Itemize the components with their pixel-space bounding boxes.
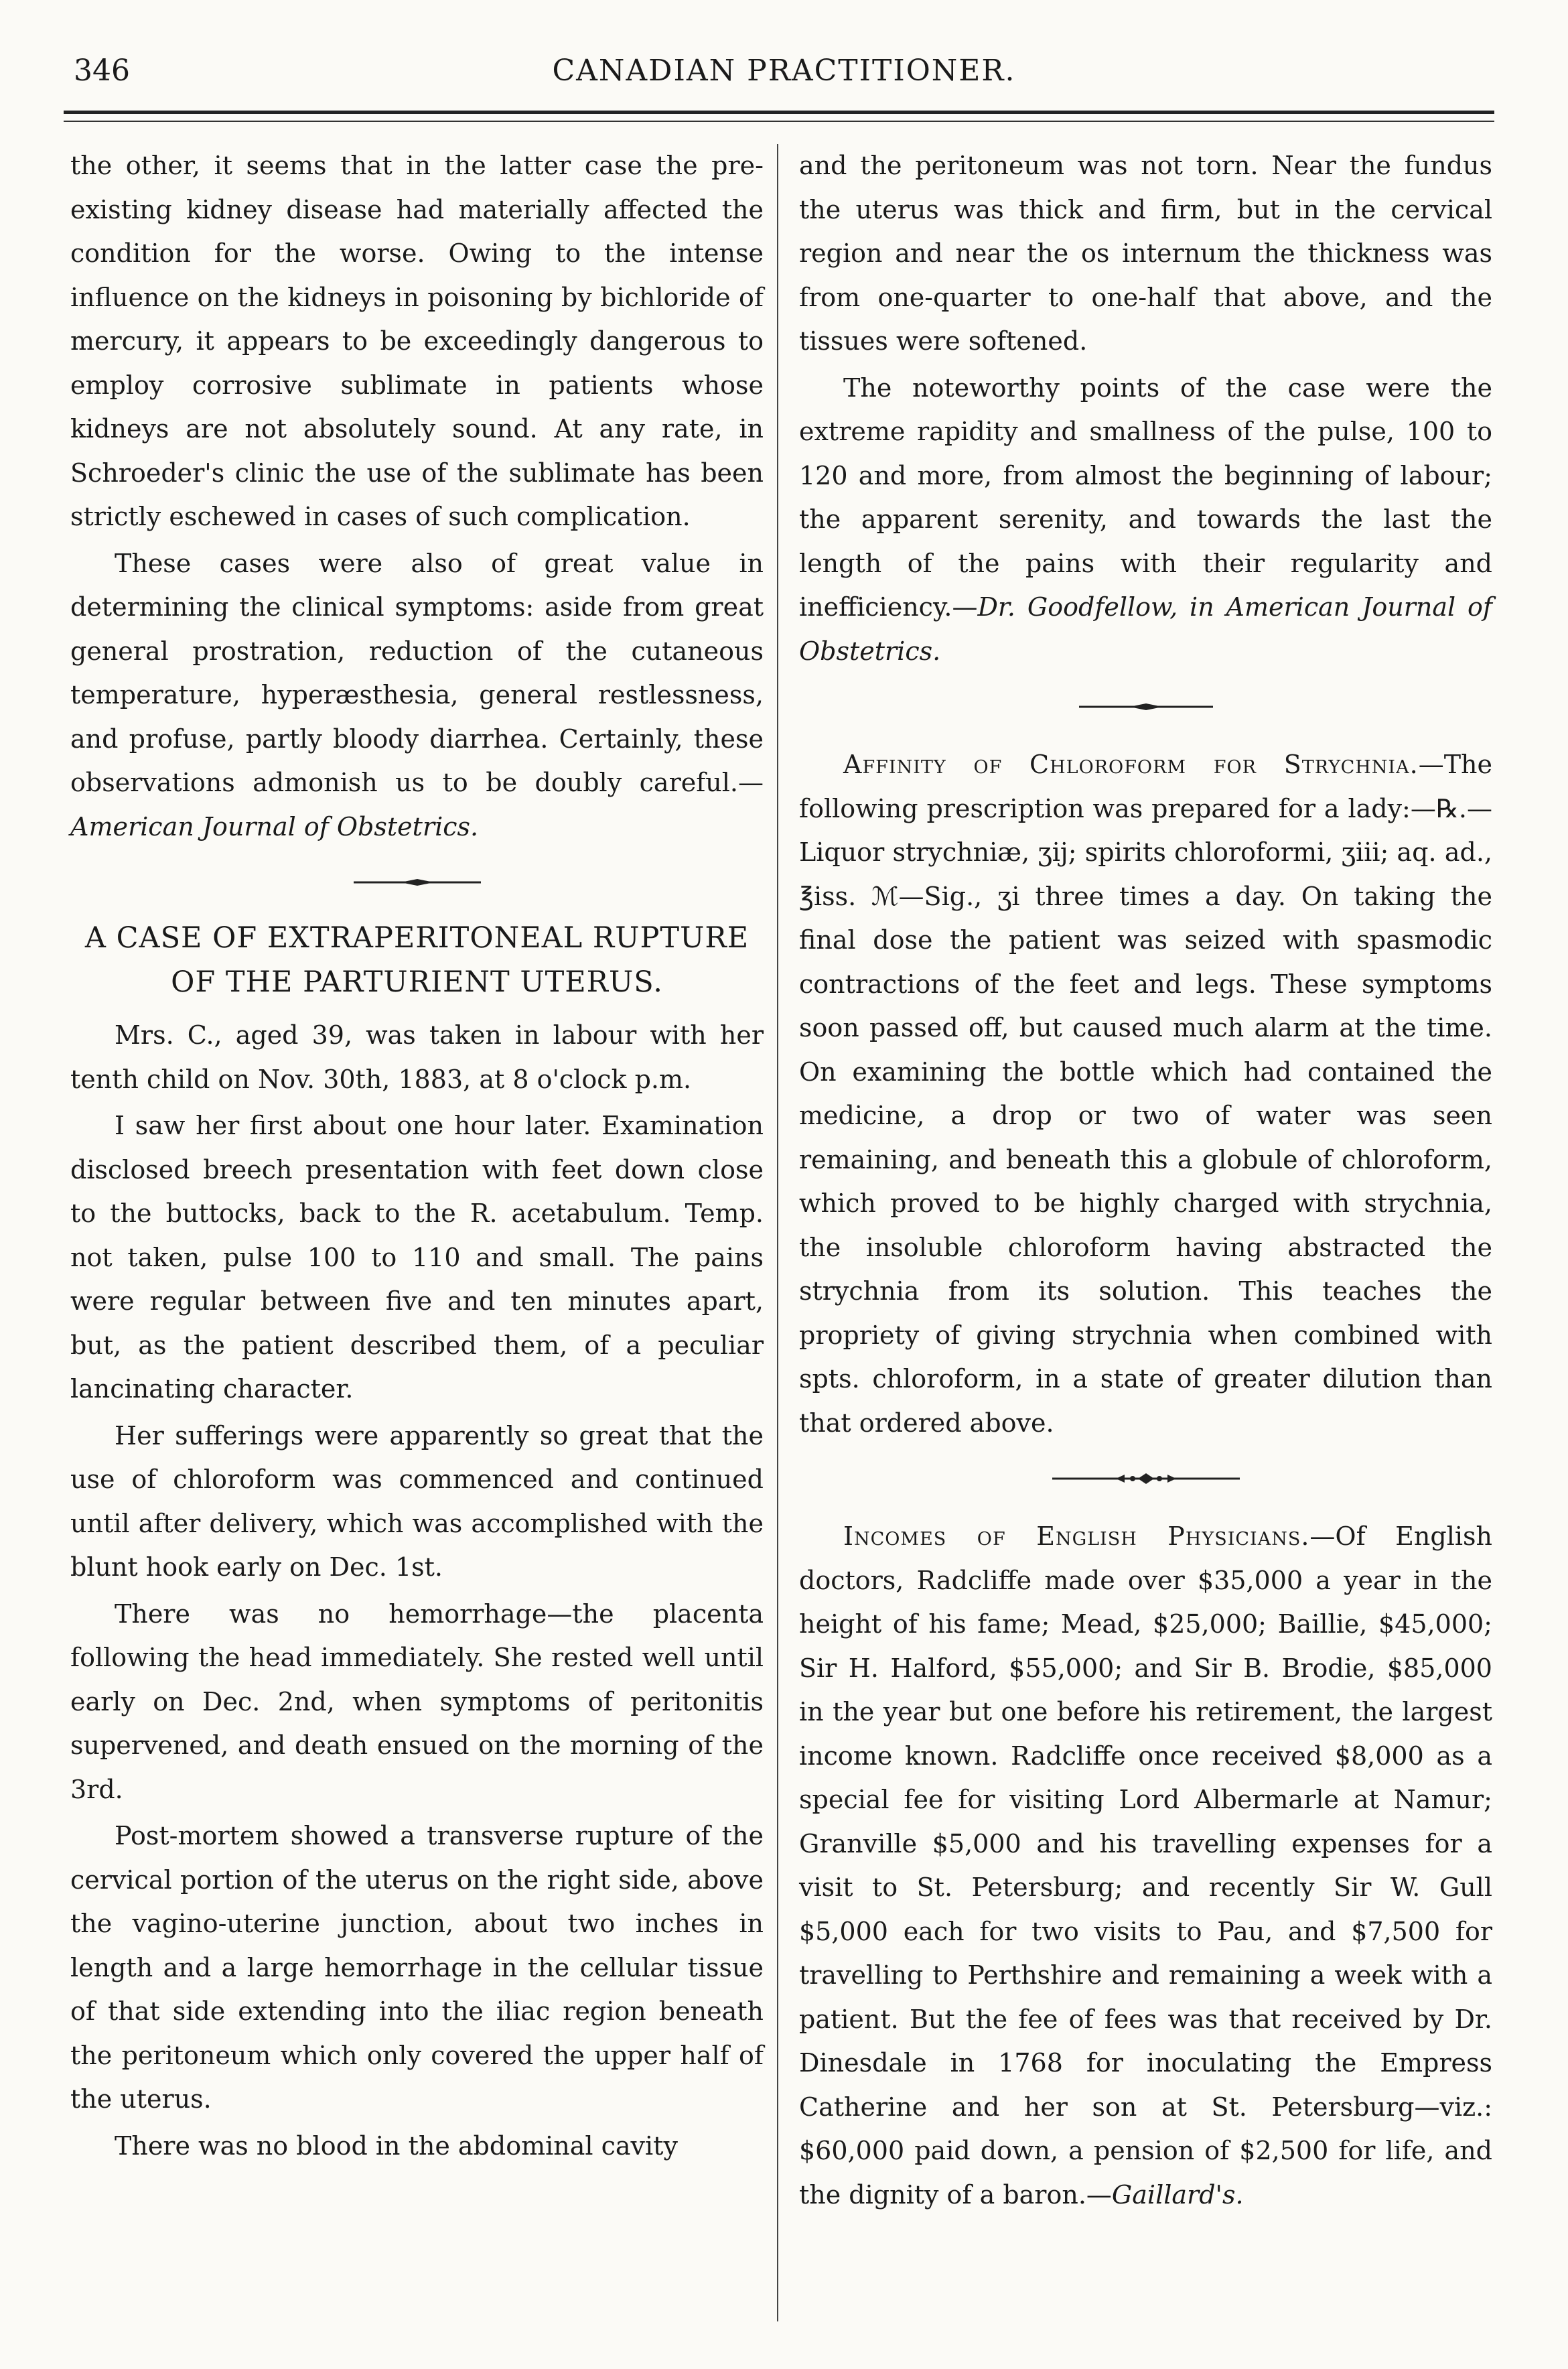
paragraph xyxy=(799,366,1492,674)
citation: Gaillard's. xyxy=(1111,2179,1244,2210)
running-title: CANADIAN PRACTITIONER. xyxy=(552,54,1016,88)
rule-ornament-icon xyxy=(354,876,481,889)
column-divider xyxy=(777,144,778,2321)
section-title: Incomes of English Physicians. xyxy=(843,1521,1310,1551)
paragraph-text: —The following prescription was prepared for a lady:—℞.—Liquor strychniæ, ʒij; spirits chloroformi, ʒiii; aq. ad., ℥iss. ℳ—Sig., ʒi three times a day. On taking the final dose the patient was seized with spasmodic contractions of the feet and legs. These symptoms soon passed off, but caused much alarm at the time. On examining the bottle which had contained the medicine, a drop or two of water was seen remaining, and beneath this a globule of chloroform, which proved to be highly charged with strychnia, the insoluble chloroform having abstracted the strychnia from its solution. This teaches the propriety of giving strychnia when combined with spts. chloroform, in a state of greater dilution than that ordered above. xyxy=(799,750,1492,1438)
paragraph-text: —Of English doctors, Radcliffe made over $35,000 a year in the height of his fame; Mead, $25,000; Baillie, $45,000; Sir H. Halford, $55,000; and Sir B. Brodie, $85,000 in the year but one before his retirement, the largest income known. Radcliffe once received $8,000 as a special fee for visiting Lord Albermarle at Namur; Granville $5,000 and his travelling expenses for a visit to St. Petersburg; and recently Sir W. Gull $5,000 each for two visits to Pau, and $7,500 for travelling to Perthshire and remaining a week with a patient. But the fee of fees was that received by Dr. Dinesdale in 1768 for inoculating the Empress Catherine and her son at St. Petersburg—viz.: $60,000 paid down, a pension of $2,500 for life, and the dignity of a baron.— xyxy=(799,1521,1492,2210)
paragraph xyxy=(70,542,764,850)
left-column xyxy=(70,144,764,2168)
paragraph xyxy=(799,1515,1492,2217)
header-rule xyxy=(64,111,1494,114)
paragraph: Post-mortem showed a transverse rupture of the cervical portion of the uterus on the right side, above the vagino-uterine junction, about two inches in length and a large hemorrhage in the cellular tissue of that side extending into the iliac region beneath the peritoneum which only covered the upper half of the uterus. xyxy=(70,1821,764,2114)
running-header xyxy=(74,54,1494,114)
paragraph: the other, it seems that in the latter case the pre-existing kidney disease had materially affected the condition for the worse. Owing to the intense influence on the kidneys in poisoning by bichloride of mercury, it appears to be exceedingly dangerous to employ corrosive sublimate in patients whose kidneys are not absolutely sound. At any rate, in Schroeder's clinic the use of the sublimate has been strictly eschewed in cases of such complication. xyxy=(70,151,764,531)
paragraph-text: The noteworthy points of the case were the extreme rapidity and smallness of the pulse, 100 to 120 and more, from almost the beginning of labour; the apparent serenity, and towards the last the length of the pains with their regularity and inefficiency.— xyxy=(799,373,1492,622)
paragraph: I saw her first about one hour later. Examination disclosed breech presentation with feet down close to the buttocks, back to the R. acetabulum. Temp. not taken, pulse 100 to 110 and small. The pains were regular between five and ten minutes apart, but, as the patient described them, of a peculiar lancinating character. xyxy=(70,1111,764,1404)
page-number: 346 xyxy=(74,54,130,88)
paragraph xyxy=(799,743,1492,1445)
article-heading: A CASE OF EXTRAPERITONEAL RUPTURE OF THE PARTURIENT UTERUS. xyxy=(84,921,750,999)
paragraph: There was no blood in the abdominal cavity xyxy=(115,2130,678,2161)
right-column xyxy=(799,144,1492,2217)
header-rule-thin xyxy=(64,121,1494,122)
paragraph: There was no hemorrhage—the placenta following the head immediately. She rested well until early on Dec. 2nd, when symptoms of peritonitis supervened, and death ensued on the morning of the 3rd. xyxy=(70,1599,764,1804)
paragraph-text: These cases were also of great value in determining the clinical symptoms: aside from great general prostration, reduction of the cutaneous temperature, hyperæsthesia, general restlessness, and profuse, partly bloody diarrhea. Certainly, these observations admonish us to be doubly careful.— xyxy=(70,548,764,797)
paragraph: Her sufferings were apparently so great that the use of chloroform was commenced and continued until after delivery, which was accomplished with the blunt hook early on Dec. 1st. xyxy=(70,1420,764,1582)
section-ornament xyxy=(799,673,1492,740)
paragraph: and the peritoneum was not torn. Near the fundus the uterus was thick and firm, but in the cervical region and near the os internum the thickness was from one-quarter to one-half that above, and the tissues were softened. xyxy=(799,151,1492,356)
rule-ornament-icon xyxy=(1052,1471,1240,1487)
citation: American Journal of Obstetrics. xyxy=(70,811,479,841)
paragraph: Mrs. C., aged 39, was taken in labour with her tenth child on Nov. 30th, 1883, at 8 o'clock p.m. xyxy=(70,1020,764,1094)
section-ornament xyxy=(799,1445,1492,1512)
rule-ornament-icon xyxy=(1079,700,1213,714)
section-ornament xyxy=(70,849,764,916)
citation: Dr. Goodfellow, in American Journal of Obstetrics. xyxy=(799,592,1492,666)
section-title: Affinity of Chloroform for Strychnia. xyxy=(843,750,1419,779)
